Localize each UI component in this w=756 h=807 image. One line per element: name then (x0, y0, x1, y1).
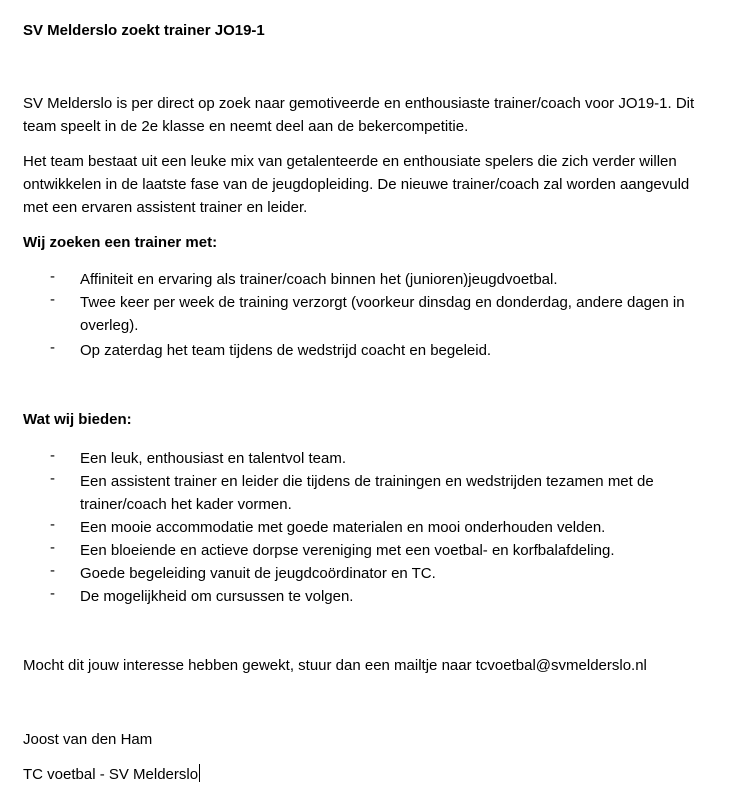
signature-role (23, 764, 200, 785)
list-bullet: - (50, 447, 55, 464)
team-line-1: Het team bestaat uit een leuke mix van getalenteerde en enthousiate spelers die zich verder willen (23, 153, 677, 170)
signature-role-text: TC voetbal - SV Melderslo (23, 766, 199, 783)
list-bullet: - (50, 516, 55, 533)
closing-text: Mocht dit jouw interesse hebben gewekt, stuur dan een mailtje naar tcvoetbal@svmelderslo.nl (23, 657, 647, 674)
offer-heading: Wat wij bieden: (23, 411, 132, 428)
list-item-text: Een mooie accommodatie met goede materialen en mooi onderhouden velden. (80, 519, 606, 536)
list-bullet: - (50, 339, 55, 356)
list-bullet: - (50, 291, 55, 308)
list-item-text: Goede begeleiding vanuit de jeugdcoördinator en TC. (80, 565, 436, 582)
intro-line-1: SV Melderslo is per direct op zoek naar gemotiveerde en enthousiaste trainer/coach voor JO19-1. Dit (23, 95, 695, 112)
document-title: SV Melderslo zoekt trainer JO19-1 (23, 22, 265, 39)
text-cursor (199, 764, 200, 782)
list-bullet: - (50, 539, 55, 556)
list-bullet: - (50, 562, 55, 579)
list-item-text: Twee keer per week de training verzorgt (voorkeur dinsdag en donderdag, andere dagen in overleg). (80, 294, 685, 334)
signature-name: Joost van den Ham (23, 731, 153, 748)
list-item-text: Affiniteit en ervaring als trainer/coach binnen het (junioren)jeugdvoetbal. (80, 271, 558, 288)
list-item-text: Een assistent trainer en leider die tijdens de trainingen en wedstrijden tezamen met de trainer/coach het kader vormen. (80, 473, 654, 513)
list-bullet: - (50, 585, 55, 602)
list-item-text: Een leuk, enthousiast en talentvol team. (80, 450, 347, 467)
intro-line-2: team speelt in de 2e klasse en neemt deel aan de bekercompetitie. (23, 118, 469, 135)
list-item-text: Een bloeiende en actieve dorpse vereniging met een voetbal- en korfbalafdeling. (80, 542, 615, 559)
team-line-2: ontwikkelen in de laatste fase van de jeugdopleiding. De nieuwe trainer/coach zal worden aangevuld (23, 176, 690, 193)
list-item-text: Op zaterdag het team tijdens de wedstrijd coacht en begeleid. (80, 342, 492, 359)
list-bullet: - (50, 470, 55, 487)
team-line-3: met een ervaren assistent trainer en leider. (23, 199, 308, 216)
seeking-heading: Wij zoeken een trainer met: (23, 234, 218, 251)
list-item-text: De mogelijkheid om cursussen te volgen. (80, 588, 354, 605)
list-bullet: - (50, 268, 55, 285)
